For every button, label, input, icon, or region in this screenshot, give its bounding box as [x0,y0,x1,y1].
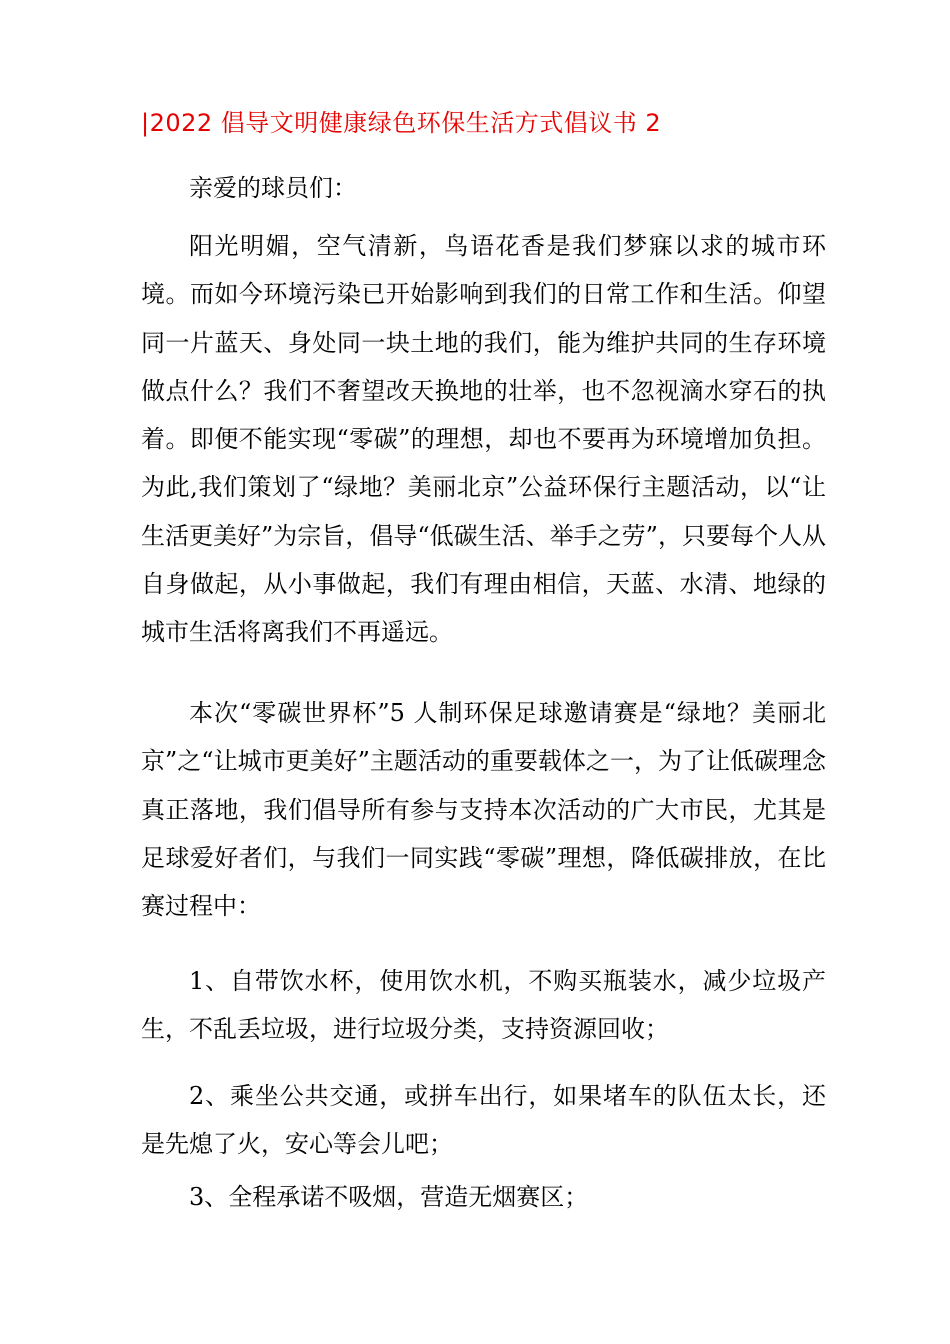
list-item-2: 2、乘坐公共交通，或拼车出行，如果堵车的队伍太长，还是先熄了火，安心等会儿吧； [141,1082,826,1159]
list-item-1: 1、自带饮水杯，使用饮水机，不购买瓶装水，减少垃圾产生，不乱丢垃圾，进行垃圾分类，支持资源回收； [141,967,826,1044]
document-title: |2022 倡导文明健康绿色环保生活方式倡议书 2 [141,109,662,137]
paragraph-2: 本次“零碳世界杯”5 人制环保足球邀请赛是“绿地？美丽北京”之“让城市更美好”主题活动的重要载体之一，为了让低碳理念真正落地，我们倡导所有参与支持本次活动的广大市民，尤其是足球爱好者们，与我们一同实践“零碳”理想，降低碳排放，在比赛过程中： [141,699,826,921]
greeting: 亲爱的球员们： [189,174,357,202]
list-item-3: 3、全程承诺不吸烟，营造无烟赛区； [189,1183,589,1211]
paragraph-1: 阳光明媚，空气清新，鸟语花香是我们梦寐以求的城市环境。而如今环境污染已开始影响到我们的日常工作和生活。仰望同一片蓝天、身处同一块土地的我们，能为维护共同的生存环境做点什么？我们不奢望改天换地的壮举，也不忽视滴水穿石的执着。即便不能实现“零碳”的理想，却也不要再为环境增加负担。为此,我们策划了“绿地？美丽北京”公益环保行主题活动，以“让生活更美好”为宗旨，倡导“低碳生活、举手之劳”，只要每个人从自身做起，从小事做起，我们有理由相信，天蓝、水清、地绿的城市生活将离我们不再遥远。 [141,232,826,647]
